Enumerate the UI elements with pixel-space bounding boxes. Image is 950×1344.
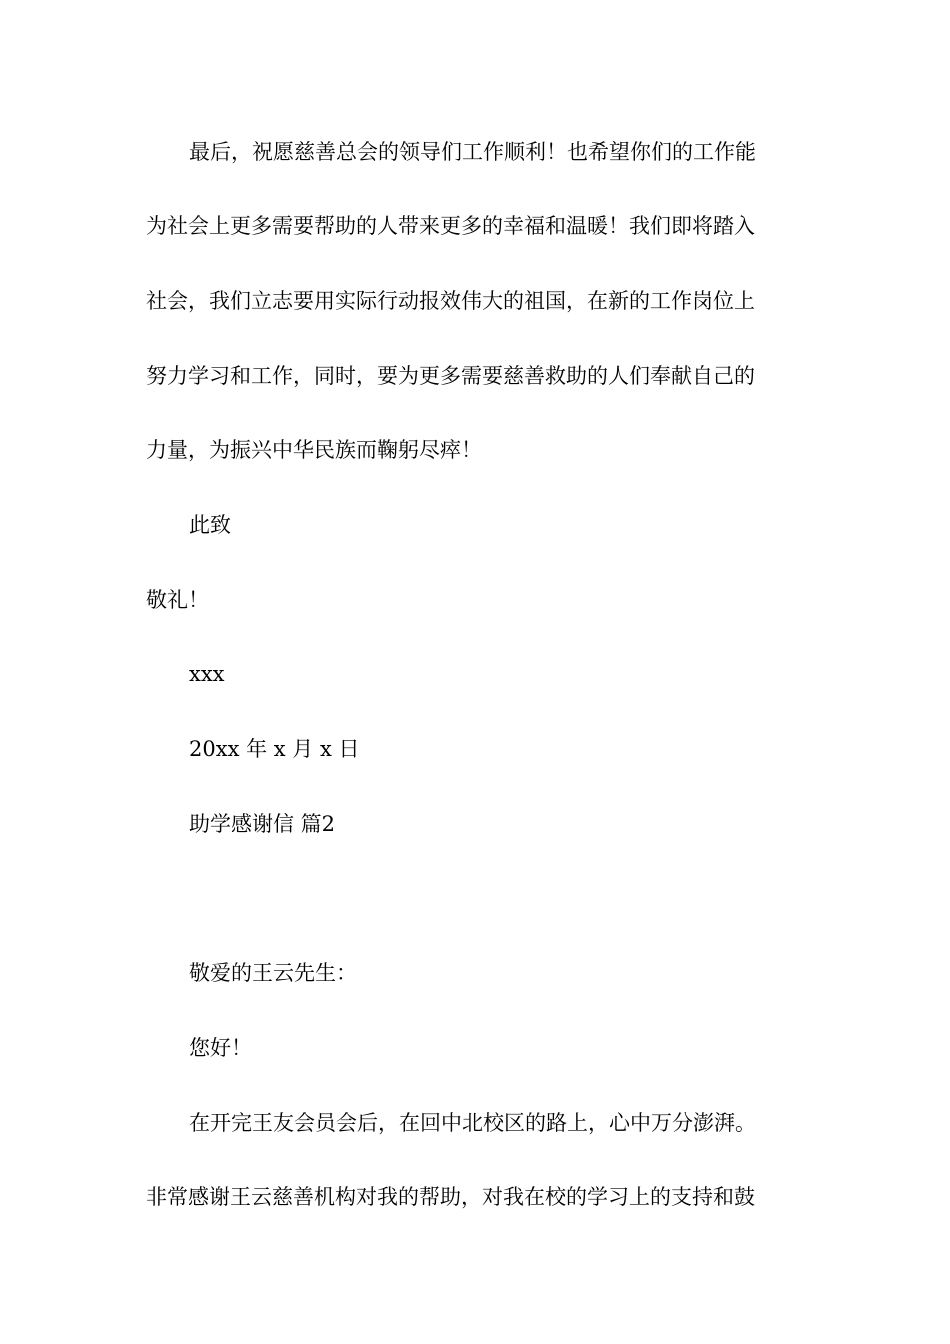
signature-name: xxx (189, 662, 225, 686)
section-title: 助学感谢信 篇2 (189, 812, 336, 836)
paragraph-line: 社会，我们立志要用实际行动报效伟大的祖国，在新的工作岗位上 (146, 289, 755, 313)
paragraph-line: 最后，祝愿慈善总会的领导们工作顺利！也希望你们的工作能 (189, 140, 756, 164)
closing-regards: 敬礼！ (146, 588, 209, 612)
closing-salutation: 此致 (189, 513, 231, 537)
paragraph-line: 非常感谢王云慈善机构对我的帮助，对我在校的学习上的支持和鼓 (146, 1185, 755, 1209)
paragraph-line: 为社会上更多需要帮助的人带来更多的幸福和温暖！我们即将踏入 (146, 214, 755, 238)
greeting-line: 敬爱的王云先生： (189, 961, 357, 985)
paragraph-line: 努力学习和工作，同时，要为更多需要慈善救助的人们奉献自己的 (146, 364, 755, 388)
paragraph-line: 力量，为振兴中华民族而鞠躬尽瘁！ (146, 438, 482, 462)
greeting-hello: 您好！ (189, 1036, 252, 1060)
paragraph-line: 在开完王友会员会后，在回中北校区的路上，心中万分澎湃。 (189, 1111, 756, 1135)
signature-date: 20xx 年 x 月 x 日 (189, 737, 360, 761)
